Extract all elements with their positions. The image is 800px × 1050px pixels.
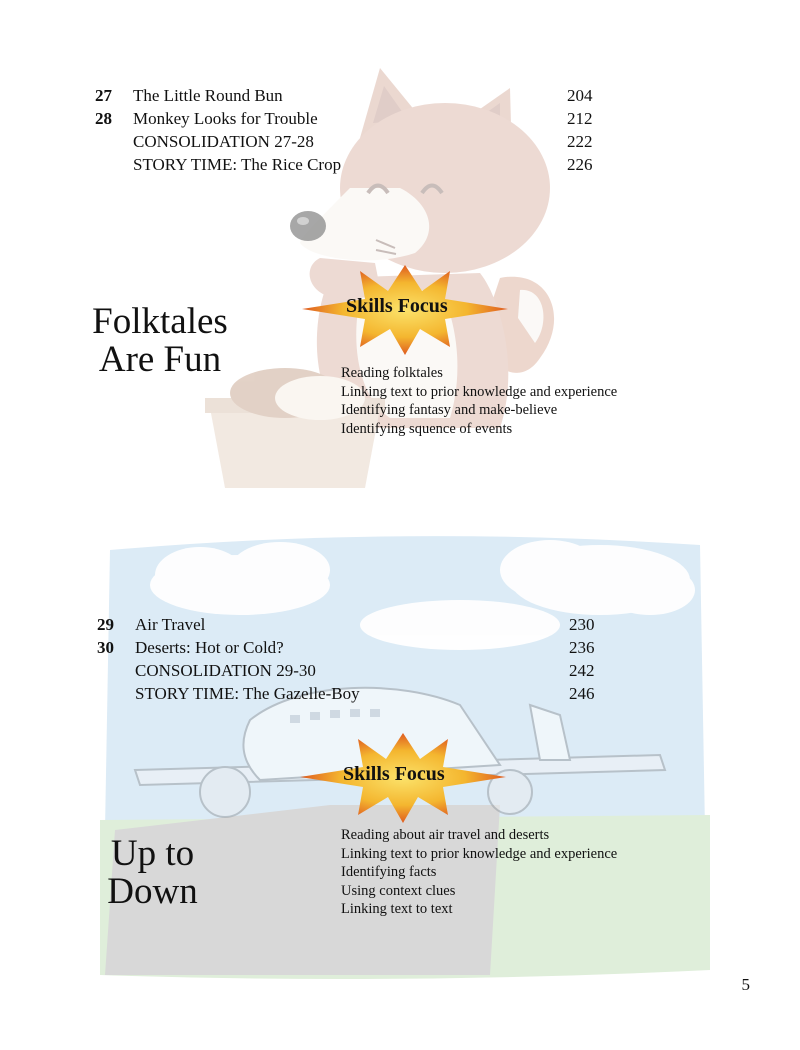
chapter-title: CONSOLIDATION 29-30 xyxy=(135,661,316,680)
chapter-number: 30 xyxy=(97,638,114,657)
chapter-title: CONSOLIDATION 27-28 xyxy=(133,132,314,151)
chapter-number: 28 xyxy=(95,109,112,128)
skill-item: Identifying squence of events xyxy=(341,420,513,437)
toc-row[interactable] xyxy=(95,85,605,107)
toc-row[interactable] xyxy=(97,683,607,705)
skills-list xyxy=(341,826,617,919)
page-ref: 204 xyxy=(567,86,593,105)
skill-item: Reading folktales xyxy=(341,365,443,381)
page-ref: 242 xyxy=(569,661,595,680)
skill-item: Linking text to prior knowledge and experience xyxy=(341,383,618,400)
unit-title-line: Up to xyxy=(110,833,195,874)
skills-focus-label: Skills Focus xyxy=(343,763,445,785)
skill-item: Linking text to text xyxy=(341,901,453,917)
skills-list xyxy=(341,364,617,438)
toc-row[interactable] xyxy=(95,154,605,176)
chapter-title: STORY TIME: The Gazelle-Boy xyxy=(135,684,360,703)
toc-row[interactable] xyxy=(95,131,605,153)
toc-row[interactable] xyxy=(97,660,607,682)
page-ref: 230 xyxy=(569,615,595,634)
chapter-number: 29 xyxy=(97,615,114,634)
toc-row[interactable] xyxy=(97,614,607,636)
unit-title-line: Folktales xyxy=(92,301,228,342)
unit-title xyxy=(80,303,240,379)
toc-row[interactable] xyxy=(95,108,605,130)
skill-item: Linking text to prior knowledge and experience xyxy=(341,845,618,862)
chapter-title: Air Travel xyxy=(135,615,206,634)
unit-title-line: Down xyxy=(107,871,198,912)
page-ref: 236 xyxy=(569,638,595,657)
page-ref: 212 xyxy=(567,109,593,128)
skill-item: Using context clues xyxy=(341,882,456,899)
skill-item: Identifying fantasy and make-believe xyxy=(341,402,558,418)
skill-item: Identifying facts xyxy=(341,864,437,880)
page-ref: 222 xyxy=(567,132,593,151)
unit-title-line: Are Fun xyxy=(98,339,222,380)
page-ref: 246 xyxy=(569,684,595,703)
chapter-title: Monkey Looks for Trouble xyxy=(133,109,318,128)
skills-focus-label: Skills Focus xyxy=(346,295,448,317)
chapter-title: STORY TIME: The Rice Crop xyxy=(133,155,342,174)
page-ref: 226 xyxy=(567,155,593,174)
page-number: 5 xyxy=(741,975,750,994)
toc-row[interactable] xyxy=(97,637,607,659)
unit-title xyxy=(95,835,210,911)
skill-item: Reading about air travel and deserts xyxy=(341,827,550,843)
chapter-title: The Little Round Bun xyxy=(133,86,283,105)
chapter-title: Deserts: Hot or Cold? xyxy=(135,638,284,657)
chapter-number: 27 xyxy=(95,86,112,105)
